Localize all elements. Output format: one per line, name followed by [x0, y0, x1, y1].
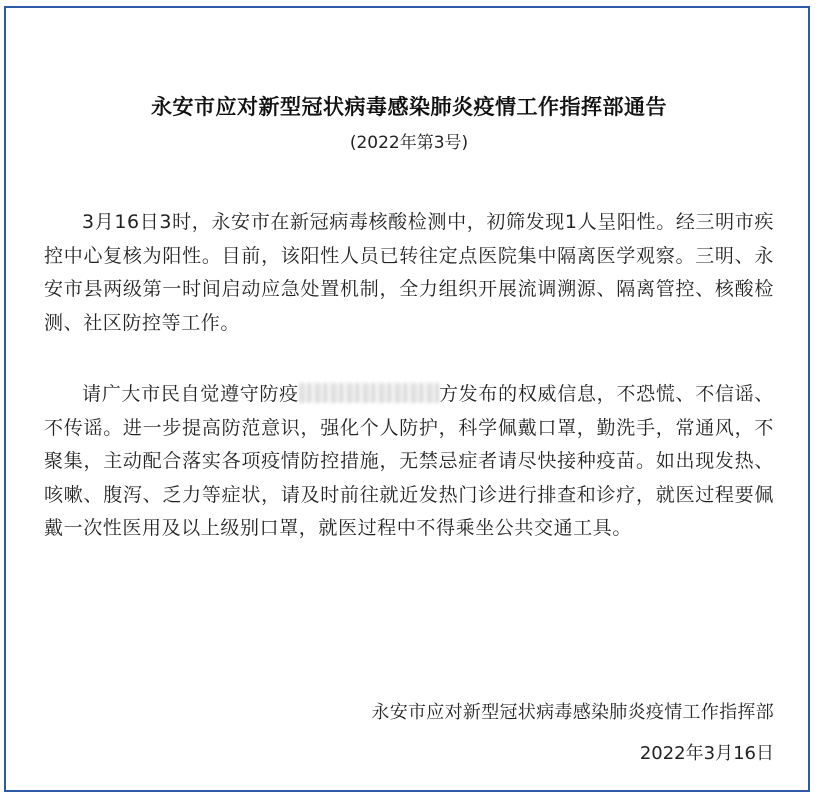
signature: 永安市应对新型冠状病毒感染肺炎疫情工作指挥部 — [371, 702, 774, 723]
paragraph-2-rest: 方发布的权威信息，不恐慌、不信谣、不传谣。进一步提高防范意识，强化个人防护，科学佩戴口罩，勤洗手，常通风，不聚集，主动配合落实各项疫情防控措施，无禁忌症者请尽快接种疫苗。如出现发热、咳嗽、腹泻、乏力等症状，请及时前往就近发热门诊进行排查和诊疗，就医过程要佩戴一次性医用及以上级别口罩，就医过程中不得乘坐公共交通工具。 — [44, 383, 774, 539]
paragraph-2-start: 请广大市民自觉遵守防疫 — [82, 383, 299, 405]
notice-number: (2022年第3号) — [349, 133, 469, 153]
notice-paragraph-1: 3月16日3时，永安市在新冠病毒核酸检测中，初筛发现1人呈阳性。经三明市疾控中心复核为阳性。目前，该阳性人员已转往定点医院集中隔离医学观察。三明、永安市县两级第一时间启动应急处置机制，全力组织开展流调溯源、隔离管控、核酸检测、社区防控等工作。 — [44, 211, 774, 334]
notice-frame — [4, 6, 810, 792]
notice-date: 2022年3月16日 — [639, 743, 774, 764]
notice-title: 永安市应对新型冠状病毒感染肺炎疫情工作指挥部通告 — [151, 95, 667, 119]
notice-paragraph-2 — [44, 378, 774, 546]
redacted-blur — [299, 383, 439, 403]
